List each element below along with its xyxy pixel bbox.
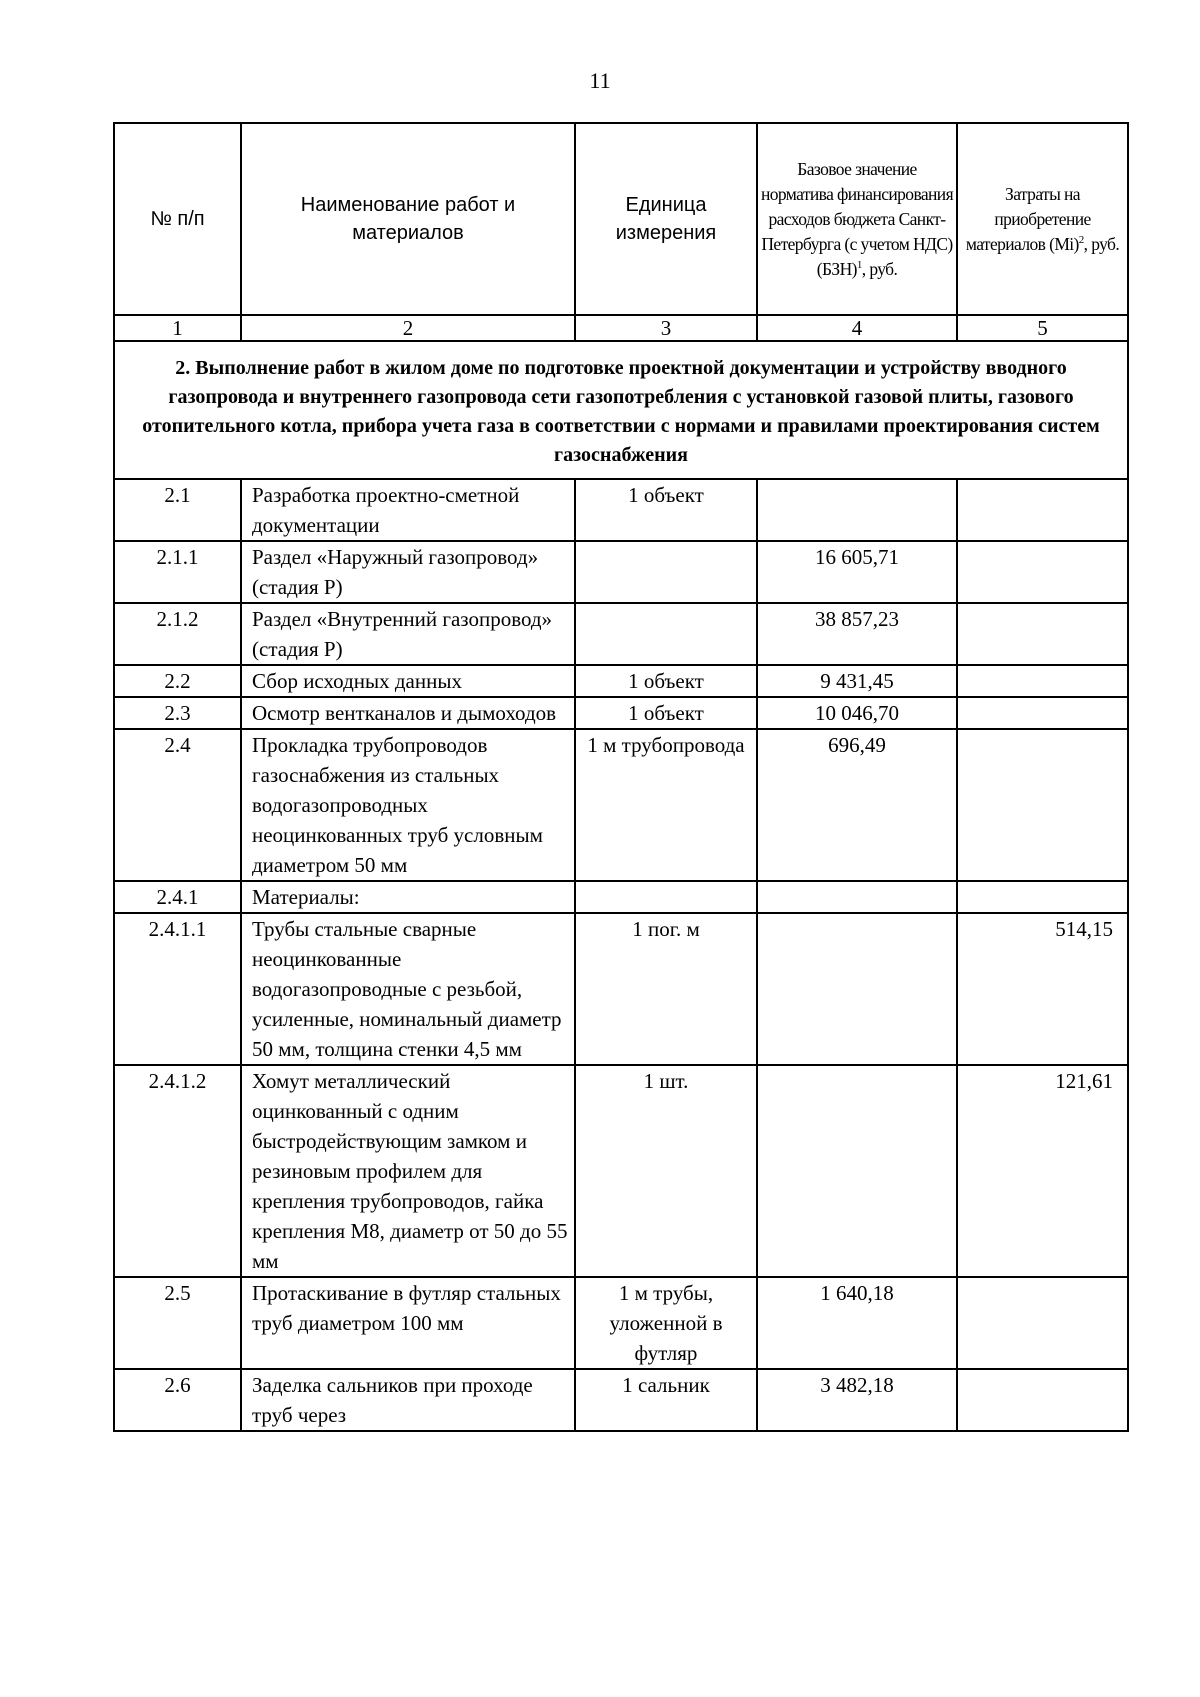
row-number: 2.1.1 [114, 541, 241, 603]
row-number: 2.5 [114, 1277, 241, 1369]
header-bzn-text: Базовое значение норматива финансирования расходов бюджета Санкт-Петербурга (с учетом НДС) (БЗН) [760, 158, 954, 279]
row-bzn-value: 696,49 [757, 729, 957, 881]
table-row [114, 881, 1128, 913]
row-name: Раздел «Наружный газопровод» (стадия Р) [241, 541, 575, 603]
row-unit [575, 541, 757, 603]
column-number: 4 [757, 315, 957, 341]
row-name: Материалы: [241, 881, 575, 913]
row-name: Сбор исходных данных [241, 665, 575, 697]
row-mi-value: 121,61 [957, 1065, 1128, 1277]
row-mi-value [957, 697, 1128, 729]
row-name: Прокладка трубопроводов газоснабжения из стальных водогазопроводных неоцинкованных труб условным диаметром 50 мм [241, 729, 575, 881]
header-bzn [757, 123, 957, 315]
table-row [114, 1277, 1128, 1369]
table-row [114, 541, 1128, 603]
row-bzn-value: 1 640,18 [757, 1277, 957, 1369]
header-mi [957, 123, 1128, 315]
page-number: 11 [589, 68, 611, 93]
row-number: 2.2 [114, 665, 241, 697]
header-bzn-unit: , руб. [861, 258, 898, 279]
table-row [114, 479, 1128, 541]
row-bzn-value: 10 046,70 [757, 697, 957, 729]
row-name: Осмотр вентканалов и дымоходов [241, 697, 575, 729]
row-name: Заделка сальников при проходе труб через [241, 1369, 575, 1431]
header-mi-footnote: 2 [1078, 233, 1084, 246]
row-mi-value [957, 881, 1128, 913]
row-number: 2.4.1.2 [114, 1065, 241, 1277]
row-unit: 1 м трубы, уложенной в футляр [575, 1277, 757, 1369]
row-number: 2.3 [114, 697, 241, 729]
table-body [114, 479, 1128, 1431]
header-unit: Единица измерения [575, 123, 757, 315]
row-bzn-value [757, 1065, 957, 1277]
row-bzn-value: 38 857,23 [757, 603, 957, 665]
row-unit: 1 объект [575, 697, 757, 729]
row-mi-value: 514,15 [957, 913, 1128, 1065]
row-unit [575, 881, 757, 913]
row-name: Разработка проектно-сметной документации [241, 479, 575, 541]
row-number: 2.4.1.1 [114, 913, 241, 1065]
norms-table [113, 122, 1129, 1432]
row-name: Протаскивание в футляр стальных труб диаметром 100 мм [241, 1277, 575, 1369]
row-mi-value [957, 1369, 1128, 1431]
row-unit: 1 шт. [575, 1065, 757, 1277]
section-title: 2. Выполнение работ в жилом доме по подготовке проектной документации и устройству вводного газопровода и внутреннего газопровода сети газопотребления с установкой газовой плиты, газового отопительного котла, прибора учета газа в соответствии с нормами и правилами проектирования систем газоснабжения [114, 341, 1128, 479]
row-bzn-value [757, 479, 957, 541]
row-name: Раздел «Внутренний газопровод» (стадия Р) [241, 603, 575, 665]
column-number: 2 [241, 315, 575, 341]
column-number: 1 [114, 315, 241, 341]
row-number: 2.1 [114, 479, 241, 541]
row-bzn-value: 9 431,45 [757, 665, 957, 697]
row-name: Трубы стальные сварные неоцинкованные водогазопроводные с резьбой, усиленные, номинальный диаметр 50 мм, толщина стенки 4,5 мм [241, 913, 575, 1065]
section-row [114, 341, 1128, 479]
table-row [114, 729, 1128, 881]
column-number: 3 [575, 315, 757, 341]
header-name: Наименование работ и материалов [241, 123, 575, 315]
header-num: № п/п [114, 123, 241, 315]
row-number: 2.6 [114, 1369, 241, 1431]
row-bzn-value: 3 482,18 [757, 1369, 957, 1431]
header-mi-text: Затраты на приобретение материалов (Mi) [965, 183, 1091, 254]
row-number: 2.1.2 [114, 603, 241, 665]
row-mi-value [957, 665, 1128, 697]
table-row [114, 913, 1128, 1065]
row-mi-value [957, 541, 1128, 603]
table-row [114, 697, 1128, 729]
row-number: 2.4.1 [114, 881, 241, 913]
table-row [114, 1065, 1128, 1277]
row-unit [575, 603, 757, 665]
table-row [114, 1369, 1128, 1431]
row-bzn-value [757, 881, 957, 913]
row-unit: 1 объект [575, 479, 757, 541]
column-number-row [114, 315, 1128, 341]
row-mi-value [957, 1277, 1128, 1369]
column-number: 5 [957, 315, 1128, 341]
row-number: 2.4 [114, 729, 241, 881]
row-bzn-value: 16 605,71 [757, 541, 957, 603]
row-mi-value [957, 479, 1128, 541]
row-unit: 1 объект [575, 665, 757, 697]
header-mi-unit: , руб. [1083, 233, 1120, 254]
table-row [114, 665, 1128, 697]
header-row [114, 123, 1128, 315]
row-mi-value [957, 603, 1128, 665]
row-mi-value [957, 729, 1128, 881]
row-unit: 1 м трубопровода [575, 729, 757, 881]
row-bzn-value [757, 913, 957, 1065]
table-row [114, 603, 1128, 665]
row-unit: 1 пог. м [575, 913, 757, 1065]
header-bzn-footnote: 1 [856, 258, 862, 271]
row-unit: 1 сальник [575, 1369, 757, 1431]
row-name: Хомут металлический оцинкованный с одним быстродействующим замком и резиновым профилем для крепления трубопроводов, гайка крепления М8, диаметр от 50 до 55 мм [241, 1065, 575, 1277]
